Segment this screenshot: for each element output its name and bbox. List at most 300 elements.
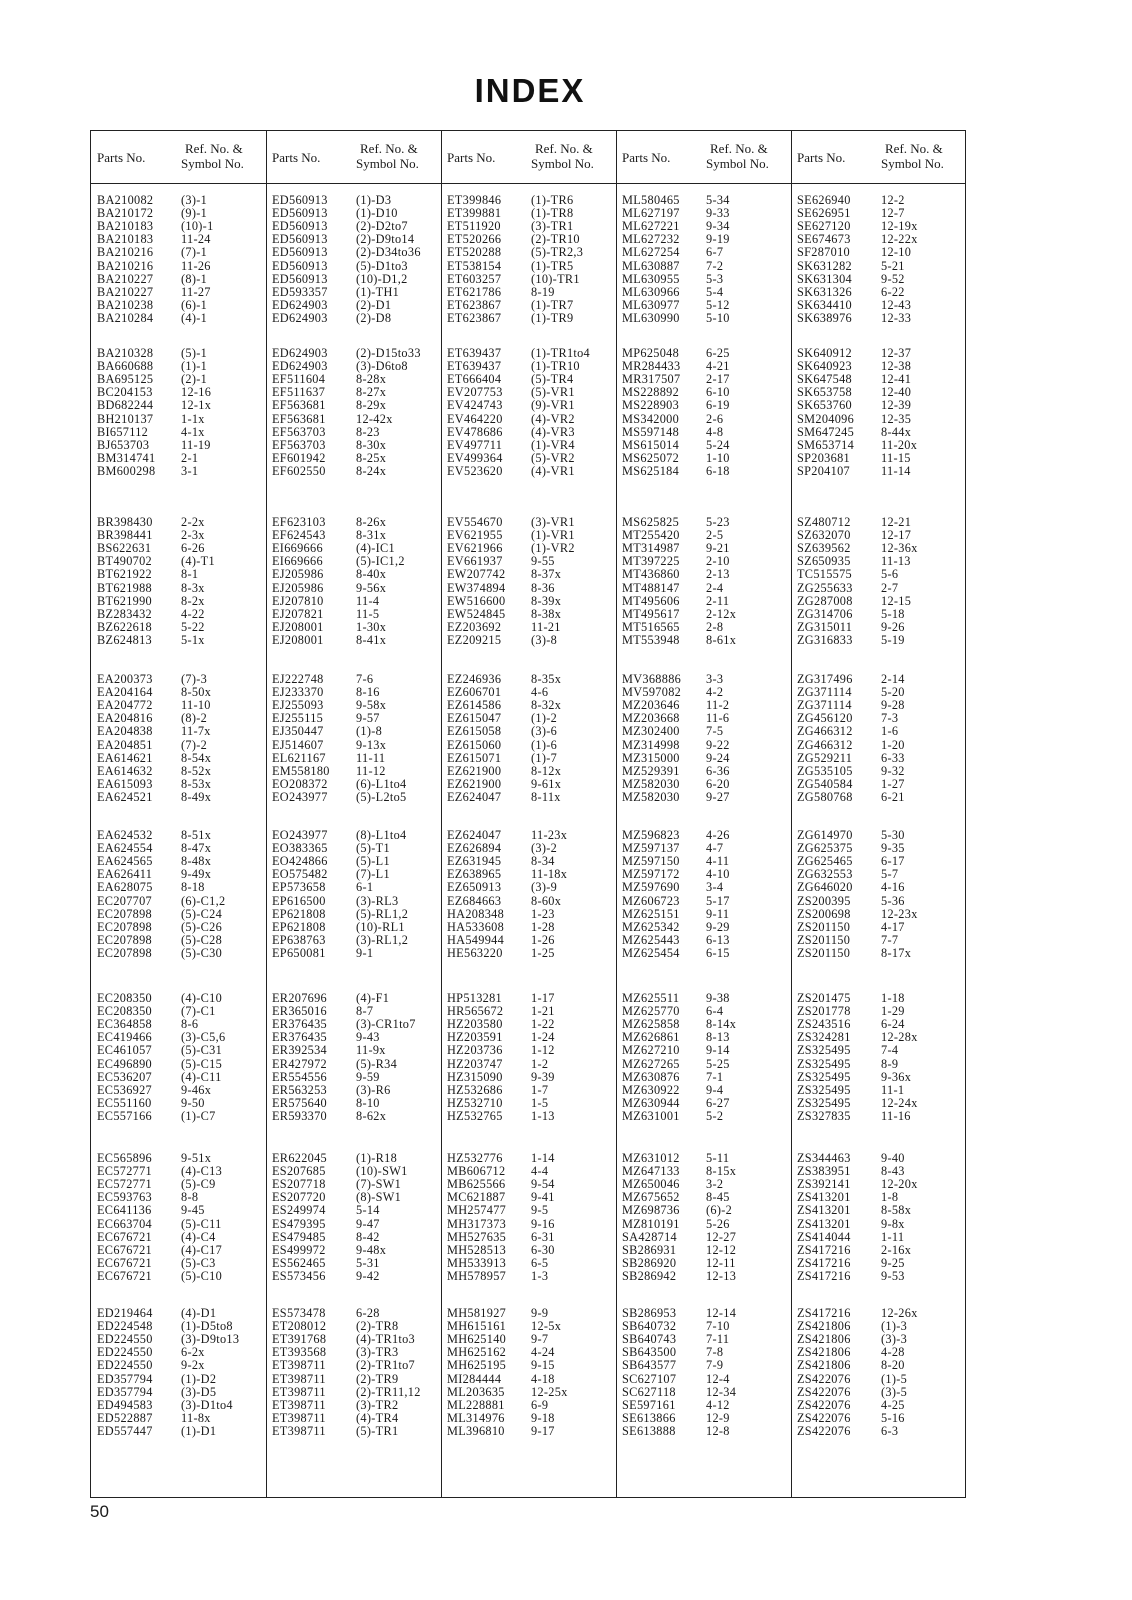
ref-symbol-cell: 12-38 [881,359,912,374]
ref-symbol-cell: (5)-C26 [181,919,223,934]
parts-no-cell: ED224550 [97,1332,153,1347]
parts-no-cell: SP204107 [797,463,850,478]
ref-symbol-cell: (5)-VR2 [531,450,575,465]
parts-no-cell: EA204164 [97,685,153,700]
parts-no-cell: ZS324281 [797,1030,851,1045]
ref-symbol-cell: 4-11 [706,854,730,869]
ref-symbol-cell: 1-5 [531,1095,549,1110]
ref-symbol-cell: (3)-1 [181,193,208,207]
parts-no-cell: BH210137 [97,411,154,426]
ref-symbol-cell: 6-19 [706,398,730,413]
ref-symbol-cell: 6-31 [531,1229,555,1244]
parts-no-cell: MB606712 [447,1164,506,1179]
parts-no-cell: ER575640 [272,1095,328,1110]
ref-symbol-cell: 12-20x [881,1177,918,1192]
ref-symbol-cell: 12-36x [881,541,918,556]
ref-symbol-cell: 1-10 [706,450,730,465]
ref-symbol-cell: (3)-D5 [181,1384,217,1399]
ref-symbol-cell: 9-34 [706,219,730,234]
parts-no-cell: EC461057 [97,1043,153,1058]
parts-no-cell: ZS201150 [797,919,851,934]
ref-symbol-cell: 8-1 [181,567,199,582]
ref-symbol-cell: 12-25x [531,1384,568,1399]
ref-symbol-cell: 2-17 [706,372,730,387]
ref-symbol-cell: 2-12x [706,606,737,621]
parts-no-cell: EC207898 [97,945,153,960]
header-ref-line2: Symbol No. [706,156,769,171]
ref-symbol-cell: (3)-D6to8 [356,359,408,374]
ref-symbol-cell: 7-8 [706,1345,724,1360]
ref-symbol-cell: (3)-TR1 [531,219,574,234]
ref-symbol-cell: 9-1 [356,945,374,960]
parts-no-cell: ER376435 [272,1030,328,1045]
ref-symbol-cell: 5-2 [706,1108,724,1123]
parts-no-cell: SC627118 [622,1384,676,1399]
parts-no-cell: EC496890 [97,1056,153,1071]
ref-symbol-cell: 2-7 [881,580,899,595]
ref-symbol-cell: (10)-RL1 [356,919,405,934]
parts-no-cell: EZ246936 [447,672,502,686]
header-ref-symbol-no [356,141,419,193]
ref-symbol-cell: (5)-T1 [356,841,390,856]
ref-symbol-cell: (1)-TR5 [531,258,574,273]
index-table [90,130,966,1498]
ref-symbol-cell: 7-9 [706,1358,724,1373]
parts-no-cell: HZ532710 [447,1095,503,1110]
ref-symbol-cell: 5-4 [706,284,724,299]
ref-symbol-cell: 9-8x [881,1216,905,1231]
ref-symbol-cell: 5-14 [356,1203,380,1218]
ref-symbol-cell: 8-27x [356,385,387,400]
ref-symbol-cell: (4)-1 [181,310,208,325]
column-divider [616,131,617,1497]
parts-no-cell: MZ627210 [622,1043,680,1058]
ref-symbol-cell: 1-14 [531,1151,555,1165]
ref-symbol-cell: 12-10 [881,245,912,260]
ref-symbol-cell: 5-21 [881,258,905,273]
parts-no-cell: BA210328 [97,346,154,360]
header-parts-no: Parts No. [272,150,321,165]
parts-no-cell: ZS422076 [797,1410,851,1425]
parts-no-cell: ES573456 [272,1268,326,1283]
ref-symbol-cell: (2)-TR9 [356,1371,399,1386]
parts-no-cell: ES479485 [272,1229,326,1244]
parts-no-cell: MZ582030 [622,789,680,804]
parts-no-cell: EC676721 [97,1268,153,1283]
header-ref-symbol-no [531,141,594,193]
parts-no-cell: HR565672 [447,1004,504,1019]
ref-symbol-cell: 11-7x [181,724,211,739]
parts-no-cell: ZG646020 [797,880,853,895]
parts-no-cell: MS342000 [622,411,680,426]
ref-symbol-cell: (2)-TR10 [531,232,580,247]
parts-no-cell: ZG466312 [797,737,853,752]
parts-no-cell: ZG625465 [797,854,853,869]
ref-symbol-cell: (1)-2 [531,711,558,726]
ref-symbol-cell: 8-48x [181,854,212,869]
ref-symbol-cell: 12-39 [881,398,912,413]
ref-symbol-cell: 5-26 [706,1216,730,1231]
ref-symbol-cell: 8-9 [881,1056,899,1071]
parts-no-cell: HP513281 [447,991,503,1005]
parts-no-cell: TC515575 [797,567,853,582]
parts-no-cell: MH578957 [447,1268,507,1283]
header-parts-no: Parts No. [622,150,671,165]
parts-no-cell: ZG614970 [797,828,853,842]
ref-symbol-cell: 9-28 [881,698,905,713]
ref-symbol-cell: (5)-C24 [181,906,223,921]
parts-no-cell: ED624903 [272,297,328,312]
parts-no-cell: SE613888 [622,1423,676,1438]
ref-symbol-cell: 9-36x [881,1069,912,1084]
column-divider [266,131,267,1497]
ref-symbol-cell: (5)-IC1,2 [356,554,405,569]
ref-symbol-cell: 11-8x [181,1410,211,1425]
ref-symbol-cell: 1-30x [356,619,387,634]
parts-no-cell: EF563681 [272,411,326,426]
ref-symbol-cell: (8)-1 [181,271,208,286]
parts-no-cell: EC641136 [97,1203,152,1218]
parts-no-cell: SB286931 [622,1242,677,1257]
ref-symbol-cell: 8-17x [881,945,912,960]
ref-symbol-cell: 4-18 [531,1371,555,1386]
ref-symbol-cell: 12-9 [706,1410,730,1425]
ref-symbol-cell: 1-28 [531,919,555,934]
parts-no-cell: EV424743 [447,398,503,413]
ref-symbol-cell: 12-35 [881,411,912,426]
parts-no-cell: ER365016 [272,1004,328,1019]
ref-symbol-cell: 5-12 [706,297,730,312]
parts-no-cell: MZ597690 [622,880,680,895]
ref-symbol-cell: 6-2x [181,1345,205,1360]
ref-symbol-cell: 2-10 [706,554,730,569]
parts-no-cell: MZ597150 [622,854,680,869]
table-header [91,131,965,184]
parts-no-cell: EJ207821 [272,606,324,621]
ref-symbol-cell: 9-39 [531,1069,555,1084]
parts-no-cell: MZ596823 [622,828,680,842]
parts-no-cell: MZ314998 [622,737,680,752]
ref-symbol-cell: 9-48x [356,1242,387,1257]
ref-symbol-cell: 7-7 [881,932,899,947]
parts-no-cell: BM314741 [97,450,156,465]
ref-symbol-cell: 9-19 [706,232,730,247]
header-ref-line2: Symbol No. [356,156,419,171]
ref-symbol-cell: 3-3 [706,672,724,686]
ref-symbol-cell: 8-19 [531,284,555,299]
ref-symbol-cell: 4-17 [881,919,905,934]
ref-symbol-cell: 8-42 [356,1229,380,1244]
parts-no-cell: ZS417216 [797,1268,851,1283]
parts-no-cell: ZS421806 [797,1358,851,1373]
ref-symbol-cell: 1-29 [881,1004,905,1019]
ref-symbol-cell: (1)-D10 [356,206,398,221]
ref-symbol-cell: (3)-C5,6 [181,1030,226,1045]
ref-symbol-cell: 5-18 [881,606,905,621]
parts-no-cell: ED224550 [97,1345,153,1360]
ref-symbol-cell: 2-4 [706,580,724,595]
ref-symbol-cell: 9-16 [531,1216,555,1231]
ref-symbol-cell: 5-25 [706,1056,730,1071]
parts-no-cell: EZ209215 [447,632,502,647]
ref-symbol-cell: 12-12 [706,1242,737,1257]
ref-symbol-cell: 12-15 [881,593,912,608]
parts-no-cell: EZ621900 [447,763,502,778]
ref-symbol-cell: 7-10 [706,1319,730,1334]
parts-no-cell: EC551160 [97,1095,152,1110]
parts-no-cell: EJ350447 [272,724,324,739]
ref-symbol-cell: 9-9 [531,1306,549,1320]
ref-symbol-cell: (4)-C10 [181,991,223,1005]
ref-symbol-cell: 1-6 [881,724,899,739]
parts-no-cell: SK640923 [797,359,853,374]
parts-no-cell: EP621808 [272,919,326,934]
ref-symbol-cell: 4-22 [181,606,205,621]
ref-symbol-cell: (1)-VR1 [531,528,575,543]
parts-no-cell: EC208350 [97,991,153,1005]
ref-symbol-cell: (3)-8 [531,632,558,647]
parts-no-cell: ZS243516 [797,1017,851,1032]
ref-symbol-cell: (6)-2 [706,1203,733,1218]
parts-no-cell: MZ606723 [622,893,680,908]
parts-no-cell: EV499364 [447,450,503,465]
ref-symbol-cell: (2)-TR8 [356,1319,399,1334]
parts-no-cell: BZ622618 [97,619,153,634]
parts-no-cell: HA208348 [447,906,505,921]
parts-no-cell: EV464220 [447,411,503,426]
parts-no-cell: MH527635 [447,1229,507,1244]
parts-no-cell: EV621955 [447,528,503,543]
ref-symbol-cell: 9-29 [706,919,730,934]
ref-symbol-cell: 9-24 [706,750,730,765]
parts-no-cell: EZ631945 [447,854,502,869]
ref-symbol-cell: 8-28x [356,372,387,387]
parts-no-cell: ZS421806 [797,1319,851,1334]
ref-symbol-cell: 6-15 [706,945,730,960]
parts-no-cell: MZ627265 [622,1056,680,1071]
parts-no-cell: SK638976 [797,310,853,325]
ref-symbol-cell: 6-27 [706,1095,730,1110]
header-ref-line1: Ref. No. & [185,141,243,156]
header-ref-symbol-no [181,141,244,193]
parts-no-cell: EC565896 [97,1151,153,1165]
ref-symbol-cell: 2-8 [706,619,724,634]
ref-symbol-cell: (1)-TR1to4 [531,346,591,360]
parts-no-cell: ML630966 [622,284,680,299]
ref-symbol-cell: 6-9 [531,1397,549,1412]
parts-no-cell: SZ639562 [797,541,851,556]
parts-no-cell: ZS325495 [797,1069,851,1084]
parts-no-cell: EF511604 [272,372,326,387]
parts-no-cell: ET538154 [447,258,502,273]
ref-symbol-cell: 11-16 [881,1108,911,1123]
ref-symbol-cell: (3)-3 [881,1332,908,1347]
parts-no-cell: ZS200698 [797,906,851,921]
parts-no-cell: ZG466312 [797,724,853,739]
parts-no-cell: MZ625858 [622,1017,680,1032]
ref-symbol-cell: 8-7 [356,1004,374,1019]
ref-symbol-cell: 4-24 [531,1345,555,1360]
ref-symbol-cell: 11-4 [356,593,380,608]
parts-no-cell: ZS417216 [797,1255,851,1270]
parts-no-cell: EJ514607 [272,737,324,752]
parts-no-cell: SE597161 [622,1397,676,1412]
ref-symbol-cell: 8-60x [531,893,562,908]
page-title: INDEX [474,72,586,109]
header-ref-symbol-no [706,141,769,193]
parts-no-cell: ML627232 [622,232,680,247]
ref-symbol-cell: (5)-C11 [181,1216,222,1231]
parts-no-cell: MZ625342 [622,919,680,934]
ref-symbol-cell: (1)-R18 [356,1151,398,1165]
ref-symbol-cell: 8-41x [356,632,387,647]
ref-symbol-cell: 4-21 [706,359,730,374]
parts-no-cell: BA210183 [97,219,154,234]
parts-no-cell: EJ255093 [272,698,324,713]
parts-no-cell: MH257477 [447,1203,507,1218]
parts-no-cell: SZ480712 [797,515,851,529]
parts-no-cell: ET398711 [272,1384,326,1399]
parts-no-cell: EI669666 [272,541,323,556]
parts-no-cell: EC207898 [97,906,153,921]
parts-no-cell: MH581927 [447,1306,507,1320]
ref-symbol-cell: 9-45 [181,1203,205,1218]
ref-symbol-cell: 9-13x [356,737,387,752]
ref-symbol-cell: (4)-TR1to3 [356,1332,416,1347]
parts-no-cell: MZ203668 [622,711,680,726]
ref-symbol-cell: 9-18 [531,1410,555,1425]
ref-symbol-cell: 9-50 [181,1095,205,1110]
ref-symbol-cell: 12-7 [881,206,905,221]
parts-no-cell: HZ315090 [447,1069,503,1084]
parts-no-cell: BT621988 [97,580,153,595]
parts-no-cell: ER563253 [272,1082,328,1097]
parts-no-cell: BA660688 [97,359,154,374]
ref-symbol-cell: 5-7 [881,867,899,882]
ref-symbol-cell: 5-3 [706,271,724,286]
ref-symbol-cell: 1-12 [531,1043,555,1058]
parts-no-cell: BA210172 [97,206,154,221]
ref-symbol-cell: 4-8 [706,424,724,439]
ref-symbol-cell: 2-16x [881,1242,912,1257]
ref-symbol-cell: (6)-C1,2 [181,893,226,908]
ref-symbol-cell: (5)-VR1 [531,385,575,400]
parts-no-cell: EZ684663 [447,893,502,908]
parts-no-cell: EA624565 [97,854,153,869]
parts-no-cell: ET208012 [272,1319,327,1334]
parts-no-cell: EZ626894 [447,841,502,856]
ref-symbol-cell: 5-11 [706,1151,730,1165]
ref-symbol-cell: 12-23x [881,906,918,921]
ref-symbol-cell: 5-31 [356,1255,380,1270]
parts-no-cell: BS622631 [97,541,152,556]
ref-symbol-cell: 12-2 [881,193,905,207]
parts-no-cell: SK631304 [797,271,853,286]
ref-symbol-cell: 9-40 [881,1151,905,1165]
parts-no-cell: EV523620 [447,463,503,478]
ref-symbol-cell: (5)-C3 [181,1255,216,1270]
parts-no-cell: SA428714 [622,1229,678,1244]
ref-symbol-cell: 11-9x [356,1043,386,1058]
parts-no-cell: BA210284 [97,310,154,325]
ref-symbol-cell: (6)-1 [181,297,208,312]
ref-symbol-cell: 4-28 [881,1345,905,1360]
parts-no-cell: EW524845 [447,606,506,621]
ref-symbol-cell: 11-6 [706,711,730,726]
parts-no-cell: MZ647133 [622,1164,680,1179]
parts-no-cell: ES479395 [272,1216,326,1231]
parts-no-cell: BA210183 [97,232,154,247]
ref-symbol-cell: 5-17 [706,893,730,908]
parts-no-cell: SB286953 [622,1306,677,1320]
ref-symbol-cell: 9-2x [181,1358,205,1373]
parts-no-cell: EA615093 [97,776,153,791]
ref-symbol-cell: 9-43 [356,1030,380,1045]
parts-no-cell: MZ582030 [622,776,680,791]
ref-symbol-cell: (1)-8 [356,724,383,739]
parts-no-cell: ML630990 [622,310,680,325]
ref-symbol-cell: 1-17 [531,991,555,1005]
ref-symbol-cell: (3)-R6 [356,1082,391,1097]
ref-symbol-cell: 5-19 [881,632,905,647]
parts-no-cell: MS625825 [622,515,680,529]
parts-no-cell: HE563220 [447,945,503,960]
ref-symbol-cell: 9-5 [531,1203,549,1218]
ref-symbol-cell: 8-18 [181,880,205,895]
parts-no-cell: MZ529391 [622,763,680,778]
parts-no-cell: EF511637 [272,385,326,400]
parts-no-cell: EA628075 [97,880,153,895]
ref-symbol-cell: (1)-D5to8 [181,1319,233,1334]
parts-no-cell: SE626951 [797,206,851,221]
parts-no-cell: EJ233370 [272,685,324,700]
ref-symbol-cell: 8-61x [706,632,737,647]
parts-no-cell: ML314976 [447,1410,505,1425]
parts-no-cell: BC204153 [97,385,153,400]
ref-symbol-cell: 1-7 [531,1082,549,1097]
parts-no-cell: ET399846 [447,193,502,207]
parts-no-cell: MH528513 [447,1242,507,1257]
parts-no-cell: BT621922 [97,567,153,582]
parts-no-cell: ET621786 [447,284,502,299]
parts-no-cell: ML627254 [622,245,680,260]
ref-symbol-cell: 11-27 [181,284,211,299]
ref-symbol-cell: (2)-D1 [356,297,392,312]
parts-no-cell: EA204816 [97,711,153,726]
parts-no-cell: ZS201475 [797,991,851,1005]
parts-no-cell: BA210238 [97,297,154,312]
parts-no-cell: SK631326 [797,284,853,299]
parts-no-cell: EZ624047 [447,789,502,804]
parts-no-cell: EC364858 [97,1017,153,1032]
parts-no-cell: EA204772 [97,698,153,713]
parts-no-cell: ES499972 [272,1242,326,1257]
parts-no-cell: EP616500 [272,893,326,908]
parts-no-cell: EC536207 [97,1069,153,1084]
ref-symbol-cell: (4)-C13 [181,1164,223,1179]
parts-no-cell: ED560913 [272,245,328,260]
header-ref-line2: Symbol No. [181,156,244,171]
parts-no-cell: ZS200395 [797,893,851,908]
ref-symbol-cell: 12-43 [881,297,912,312]
parts-no-cell: SB640743 [622,1332,677,1347]
parts-no-cell: EC663704 [97,1216,153,1231]
parts-no-cell: ED560913 [272,232,328,247]
ref-symbol-cell: 6-28 [356,1306,380,1320]
ref-symbol-cell: (5)-L2to5 [356,789,407,804]
parts-no-cell: ED224548 [97,1319,153,1334]
ref-symbol-cell: 2-3x [181,528,205,543]
